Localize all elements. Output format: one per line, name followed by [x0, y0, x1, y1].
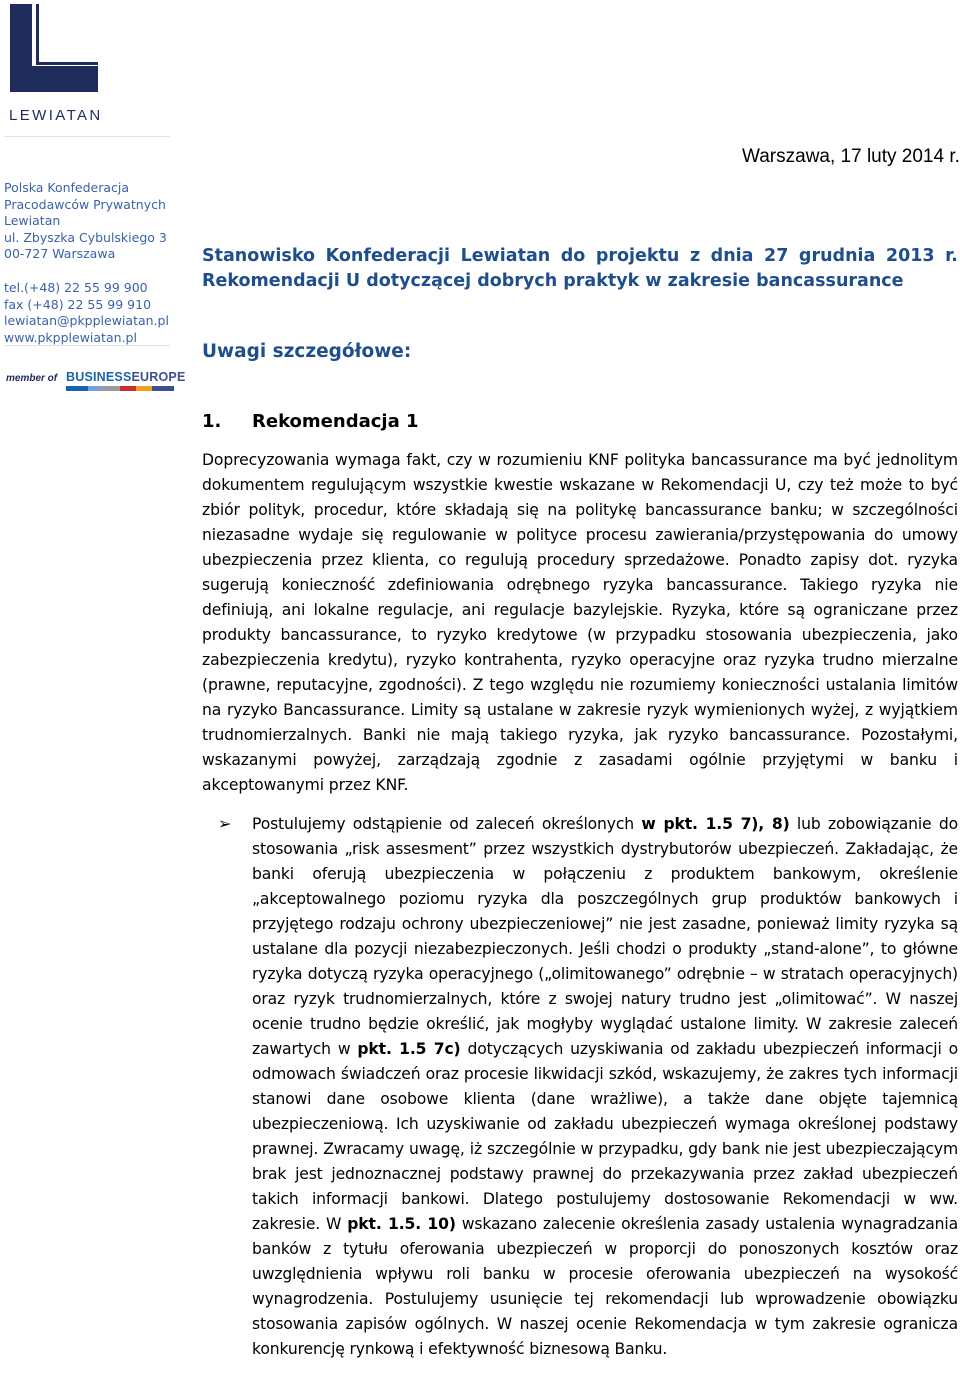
email-link[interactable]: lewiatan@pkpplewiatan.pl [4, 313, 169, 329]
businesseurope-logo [66, 370, 186, 391]
bullet-bold-ref: pkt. 1.5. 10) [347, 1215, 456, 1233]
section-heading [202, 411, 419, 432]
bullet-text-run: Postulujemy odstąpienie od zaleceń określonych [252, 815, 642, 833]
document-date: Warszawa, 17 luty 2014 r. [742, 146, 960, 167]
bullet-text-run: dotyczących uzyskiwania od zakładu ubezpieczeń informacji o odmowach świadczeń oraz procesie likwidacji szkód, wskazujemy, że zakres tych informacji stanowi dane osobowe klienta (dane wrażliwe), a także dane objęte tajemnicą ubezpieczeniową. Ich uzyskiwanie od zakładu ubezpieczeń wymaga określonej podstawy prawnej. Zwracamy uwagę, iż szczególnie w przypadku, gdy bank nie jest ubezpieczającym brak jest jednoznacznej podstawy prawnej do przekazywania przez zakład ubezpieczeń takich informacji bankowi. Dlatego postulujemy dostosowanie Rekomendacji w ww. zakresie. W [252, 1040, 958, 1233]
businesseurope-text-a: BUSINESS [66, 370, 132, 384]
logo-text: LEWIATAN [9, 107, 103, 124]
org-address [4, 180, 172, 263]
bullet-bold-ref: w pkt. 1.5 7), 8) [641, 815, 790, 833]
fax-line: fax (+48) 22 55 99 910 [4, 296, 152, 312]
sidebar-divider [4, 136, 170, 137]
title-word: z [689, 246, 701, 266]
bullet-bold-ref: pkt. 1.5 7c) [357, 1040, 461, 1058]
bullet-text-run: wskazano zalecenie określenia zasady ustalenia wynagradzania banków z tytułu oferowania ubezpieczeń w proporcji do ponoszonych kosztów oraz uwzględnienia wpływu roli banku w procesie oferowania ubezpieczeń na wysokość wynagrodzenia. Postulujemy usunięcie tej rekomendacji lub wprowadzenie obowiązku stosowania zapisów ogólnych. W naszej ocenie Rekomendacja w tym zakresie ogranicza konkurencję rynkową i efektywność biznesową Banku. [252, 1215, 959, 1358]
title-line-2: Rekomendacji U dotyczącej dobrych praktyk w zakresie bancassurance [202, 271, 904, 291]
document-title [202, 244, 958, 294]
bullet-text [252, 812, 958, 1362]
title-word: Konfederacji [325, 246, 451, 266]
businesseurope-member-badge [4, 368, 186, 396]
org-line: ul. Zbyszka Cybulskiego 3 [4, 229, 167, 245]
title-word: projektu [595, 246, 680, 266]
phone-line: tel.(+48) 22 55 99 900 [4, 280, 148, 295]
org-line: Lewiatan [4, 213, 61, 229]
title-word: Stanowisko [202, 246, 316, 266]
member-of-label: member of [6, 373, 58, 384]
section-number: 1. [202, 411, 222, 432]
title-word: dnia [710, 246, 754, 266]
lewiatan-logo [8, 4, 100, 104]
title-word: do [560, 246, 586, 266]
title-word: 27 [764, 246, 789, 266]
section-paragraph: Doprecyzowania wymaga fakt, czy w rozumieniu KNF polityka bancassurance ma być jednolitym dokumentem regulującym wszystkie kwestie wskazane w Rekomendacji U, czy też może to być zbiór polityk, procedur, które składają się na politykę bancassurance banku; w szczególności niezasadne wydaje się regulowanie w polityce procesu zawierania/przystępowania do umowy ubezpieczenia przez klienta, co regulują procedury sprzedażowe. Ponadto zapisy dot. ryzyka sugerują konieczność zdefiniowania odrębnego ryzyka bancassurance. Takiego ryzyka nie definiują, ani lokalne regulacje, ani regulacje bazylejskie. Ryzyka, które są ograniczane przez produkty bancassurance, to ryzyko kredytowe (w przypadku stosowania ubezpieczenia, jako zabezpieczenia kredytu), ryzyko kontrahenta, ryzyko operacyjne oraz ryzyka trudno mierzalne (prawne, reputacyjne, zgodności). Z tego względu nie rozumiemy konieczności ustalania limitów na ryzyko Bancassurance. Limity są ustalane w zakresie ryzyk wymienionych wyżej, z wyjątkiem trudnomierzalnych. Banki nie mają takiego ryzyka, jak ryzyko bancassurance. Pozostałymi, wskazanymi powyżej, zarządzają zgodnie z zasadami ogólnie przyjętymi w banku i akceptowanymi przez KNF. [202, 451, 958, 794]
title-line-1 [202, 244, 958, 269]
sidebar-divider [4, 345, 170, 346]
title-word: Lewiatan [460, 246, 551, 266]
org-line: Pracodawców Prywatnych [4, 196, 166, 212]
businesseurope-text-b: EUROPE [131, 370, 186, 384]
businesseurope-color-bar [66, 386, 186, 391]
title-word: grudnia [798, 246, 876, 266]
section-title: Rekomendacja 1 [252, 411, 419, 432]
website-link[interactable]: www.pkpplewiatan.pl [4, 329, 137, 345]
title-word: 2013 [885, 246, 935, 266]
arrow-bullet-icon: ➢ [218, 814, 232, 833]
org-contact [4, 280, 169, 346]
section-subheading: Uwagi szczegółowe: [202, 341, 412, 362]
org-line: 00-727 Warszawa [4, 246, 116, 262]
org-line: Polska Konfederacja [4, 180, 130, 195]
bullet-text-run: lub zobowiązanie do stosowania „risk assesment” przez wszystkich dystrybutorów ubezpieczeń. Zakładając, że banki oferują ubezpieczenia w połączeniu z produktem bankowym, określenie „akceptowalnego poziomu ryzyka dla poszczególnych grup produktów bankowych i przyjętego rodzaju ochrony ubezpieczeniowej” nie jest zasadne, ponieważ limity ryzyka są ustalane dla pozycji niezabezpieczonych. Jeśli chodzi o produkty „stand-alone”, to główne ryzyka dotyczą ryzyka operacyjnego („olimitowanego” odrębnie – w stratach operacyjnych) oraz ryzyk trudnomierzalnych, które z swojej natury trudno jest „olimitować”. W naszej ocenie trudno będzie określić, jak mogłyby wyglądać ustalone limity. W zakresie zaleceń zawartych w [252, 815, 958, 1058]
title-word: r. [945, 246, 958, 266]
